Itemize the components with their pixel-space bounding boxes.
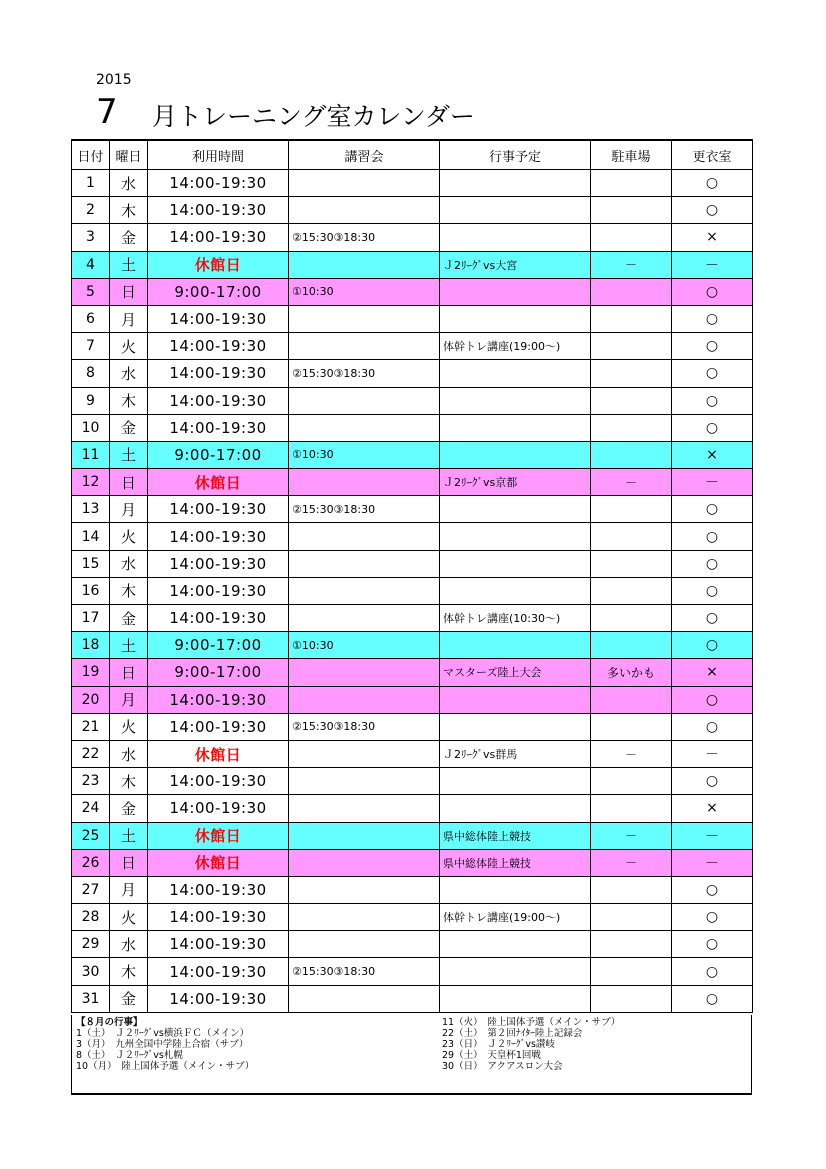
cell-weekday: 木 [110,958,148,985]
cell-lecture: ②15:30③18:30 [289,224,440,251]
cell-locker: ○ [672,496,753,523]
cell-parking [591,333,672,360]
cell-locker: ○ [672,577,753,604]
cell-event [440,224,591,251]
cell-hours: 14:00-19:30 [148,985,289,1012]
cell-parking [591,496,672,523]
cell-event [440,197,591,224]
cell-parking [591,550,672,577]
table-row [72,224,753,251]
cell-weekday: 日 [110,278,148,305]
cell-day: 12 [72,469,110,496]
cell-parking [591,768,672,795]
cell-lecture [289,469,440,496]
cell-day: 16 [72,577,110,604]
cell-lecture [289,197,440,224]
table-row [72,632,753,659]
cell-event [440,523,591,550]
cell-locker: ○ [672,768,753,795]
table-row [72,958,753,985]
cell-weekday: 土 [110,632,148,659]
cell-event [440,713,591,740]
august-event-item: 1（土） Ｊ２ﾘｰｸﾞvs横浜ＦＣ（メイン） [76,1028,250,1039]
table-row [72,251,753,278]
august-event-item: 10（月） 陸上国体予選（メイン・サブ） [76,1061,255,1072]
cell-parking: － [591,849,672,876]
cell-parking: － [591,469,672,496]
cell-parking [591,985,672,1012]
cell-lecture [289,305,440,332]
cell-weekday: 木 [110,577,148,604]
cell-parking [591,360,672,387]
cell-event [440,305,591,332]
table-row [72,441,753,468]
cell-day: 20 [72,686,110,713]
cell-parking [591,305,672,332]
cell-hours: 休館日 [148,251,289,278]
header-event: 行事予定 [440,140,591,170]
cell-parking [591,713,672,740]
table-row [72,170,753,197]
cell-day: 14 [72,523,110,550]
cell-event: マスターズ陸上大会 [440,659,591,686]
table-row [72,523,753,550]
table-row [72,822,753,849]
table-row [72,469,753,496]
cell-hours: 14:00-19:30 [148,686,289,713]
table-row [72,904,753,931]
table-row [72,197,753,224]
table-row [72,577,753,604]
cell-parking [591,197,672,224]
cell-weekday: 火 [110,523,148,550]
table-row [72,305,753,332]
cell-parking [591,441,672,468]
table-row [72,985,753,1012]
cell-day: 2 [72,197,110,224]
cell-event [440,278,591,305]
cell-event [440,931,591,958]
cell-parking [591,523,672,550]
cell-weekday: 火 [110,713,148,740]
cell-lecture [289,414,440,441]
calendar-table [71,139,753,1013]
cell-locker: ○ [672,197,753,224]
header-parking: 駐車場 [591,140,672,170]
cell-weekday: 火 [110,333,148,360]
cell-event [440,550,591,577]
cell-hours: 休館日 [148,822,289,849]
table-row [72,333,753,360]
header-row [72,140,753,170]
table-row [72,360,753,387]
cell-hours: 14:00-19:30 [148,958,289,985]
cell-hours: 休館日 [148,740,289,767]
cell-day: 11 [72,441,110,468]
cell-hours: 14:00-19:30 [148,414,289,441]
cell-hours: 9:00-17:00 [148,441,289,468]
cell-day: 26 [72,849,110,876]
cell-hours: 14:00-19:30 [148,931,289,958]
cell-parking [591,876,672,903]
cell-parking [591,170,672,197]
cell-lecture [289,904,440,931]
cell-day: 3 [72,224,110,251]
cell-weekday: 日 [110,849,148,876]
cell-lecture [289,822,440,849]
cell-event [440,414,591,441]
cell-locker: ○ [672,305,753,332]
cell-day: 8 [72,360,110,387]
table-row [72,605,753,632]
cell-locker: ○ [672,170,753,197]
cell-lecture: ②15:30③18:30 [289,496,440,523]
cell-day: 9 [72,387,110,414]
cell-day: 29 [72,931,110,958]
cell-day: 10 [72,414,110,441]
header-lecture: 講習会 [289,140,440,170]
cell-locker: ○ [672,632,753,659]
cell-day: 30 [72,958,110,985]
cell-lecture [289,876,440,903]
cell-event [440,496,591,523]
title-month: 7 [96,92,118,132]
header-hours: 利用時間 [148,140,289,170]
cell-locker: × [672,795,753,822]
year-label: 2015 [96,72,132,88]
cell-locker: ○ [672,958,753,985]
table-row [72,686,753,713]
cell-locker: － [672,469,753,496]
cell-hours: 14:00-19:30 [148,605,289,632]
cell-lecture [289,795,440,822]
cell-weekday: 水 [110,740,148,767]
cell-locker: × [672,224,753,251]
cell-event [440,577,591,604]
cell-weekday: 水 [110,170,148,197]
cell-event [440,985,591,1012]
cell-locker: ○ [672,523,753,550]
table-row [72,768,753,795]
cell-parking [591,958,672,985]
cell-event [440,441,591,468]
title-text: 月トレーニング室カレンダー [152,102,475,131]
header-locker: 更衣室 [672,140,753,170]
cell-hours: 9:00-17:00 [148,278,289,305]
cell-locker: ○ [672,360,753,387]
cell-day: 13 [72,496,110,523]
table-row [72,414,753,441]
cell-locker: × [672,441,753,468]
cell-lecture [289,605,440,632]
cell-day: 27 [72,876,110,903]
cell-hours: 14:00-19:30 [148,387,289,414]
cell-weekday: 水 [110,550,148,577]
cell-parking [591,414,672,441]
cell-locker: ○ [672,414,753,441]
cell-locker: － [672,251,753,278]
cell-lecture [289,659,440,686]
header-day: 日付 [72,140,110,170]
cell-lecture [289,387,440,414]
cell-event [440,387,591,414]
cell-weekday: 月 [110,305,148,332]
cell-weekday: 月 [110,496,148,523]
cell-parking [591,577,672,604]
cell-lecture: ②15:30③18:30 [289,958,440,985]
cell-weekday: 土 [110,822,148,849]
cell-weekday: 月 [110,876,148,903]
cell-day: 28 [72,904,110,931]
table-row [72,849,753,876]
cell-hours: 休館日 [148,469,289,496]
cell-hours: 14:00-19:30 [148,496,289,523]
cell-weekday: 金 [110,605,148,632]
table-row [72,387,753,414]
cell-locker: × [672,659,753,686]
cell-weekday: 金 [110,985,148,1012]
cell-parking: － [591,822,672,849]
cell-weekday: 日 [110,469,148,496]
cell-locker: － [672,740,753,767]
cell-locker: ○ [672,904,753,931]
cell-event: 県中総体陸上競技 [440,849,591,876]
cell-weekday: 土 [110,441,148,468]
cell-event [440,686,591,713]
cell-parking [591,686,672,713]
cell-weekday: 月 [110,686,148,713]
cell-weekday: 木 [110,387,148,414]
table-row [72,931,753,958]
august-events-heading: 【８月の行事】 [76,1017,143,1028]
cell-parking [591,632,672,659]
august-events-left [76,1017,254,1072]
cell-locker: ○ [672,278,753,305]
cell-day: 31 [72,985,110,1012]
august-event-item: 29（土） 天皇杯1回戦 [442,1050,541,1061]
cell-weekday: 水 [110,931,148,958]
cell-day: 17 [72,605,110,632]
table-row [72,795,753,822]
cell-hours: 14:00-19:30 [148,768,289,795]
cell-parking [591,605,672,632]
cell-lecture [289,740,440,767]
cell-event: 県中総体陸上競技 [440,822,591,849]
cell-day: 25 [72,822,110,849]
cell-weekday: 水 [110,360,148,387]
cell-day: 22 [72,740,110,767]
cell-event [440,795,591,822]
cell-event: Ｊ2ﾘｰｸﾞvs群馬 [440,740,591,767]
cell-hours: 14:00-19:30 [148,224,289,251]
cell-weekday: 日 [110,659,148,686]
cell-weekday: 金 [110,224,148,251]
table-row [72,550,753,577]
cell-locker: ○ [672,550,753,577]
cell-lecture [289,686,440,713]
august-event-item: 3（月） 九州全国中学陸上合宿（サブ） [76,1039,249,1050]
cell-event: 体幹トレ講座(10:30～) [440,605,591,632]
header-weekday: 曜日 [110,140,148,170]
table-row [72,876,753,903]
cell-hours: 休館日 [148,849,289,876]
cell-parking [591,387,672,414]
cell-day: 21 [72,713,110,740]
cell-lecture [289,333,440,360]
cell-locker: ○ [672,713,753,740]
table-row [72,659,753,686]
cell-hours: 14:00-19:30 [148,876,289,903]
cell-weekday: 木 [110,768,148,795]
cell-locker: ○ [672,333,753,360]
cell-event: 体幹トレ講座(19:00～) [440,333,591,360]
august-events [71,1015,752,1095]
cell-lecture [289,550,440,577]
cell-hours: 14:00-19:30 [148,333,289,360]
cell-weekday: 土 [110,251,148,278]
cell-event [440,768,591,795]
cell-hours: 14:00-19:30 [148,170,289,197]
table-row [72,740,753,767]
august-event-item: 8（土） Ｊ２ﾘｰｸﾞvs札幌 [76,1050,183,1061]
cell-day: 15 [72,550,110,577]
cell-weekday: 木 [110,197,148,224]
table-row [72,496,753,523]
cell-hours: 9:00-17:00 [148,659,289,686]
cell-locker: ○ [672,985,753,1012]
cell-locker: ○ [672,931,753,958]
cell-locker: ○ [672,605,753,632]
cell-lecture [289,985,440,1012]
cell-day: 23 [72,768,110,795]
cell-event [440,876,591,903]
cell-event [440,632,591,659]
cell-weekday: 火 [110,904,148,931]
cell-hours: 14:00-19:30 [148,904,289,931]
cell-hours: 14:00-19:30 [148,713,289,740]
cell-parking [591,224,672,251]
cell-lecture: ①10:30 [289,632,440,659]
august-event-item: 11（火） 陸上国体予選（メイン・サブ） [442,1017,621,1028]
august-event-item: 22（土） 第２回ﾅｲﾀｰ陸上記録会 [442,1028,583,1039]
cell-hours: 14:00-19:30 [148,197,289,224]
cell-lecture: ①10:30 [289,278,440,305]
cell-event: Ｊ2ﾘｰｸﾞvs京都 [440,469,591,496]
cell-day: 5 [72,278,110,305]
cell-hours: 14:00-19:30 [148,360,289,387]
cell-event [440,958,591,985]
cell-hours: 14:00-19:30 [148,795,289,822]
cell-weekday: 金 [110,414,148,441]
cell-day: 1 [72,170,110,197]
cell-event: 体幹トレ講座(19:00～) [440,904,591,931]
cell-lecture [289,577,440,604]
cell-hours: 14:00-19:30 [148,305,289,332]
cell-locker: － [672,849,753,876]
cell-locker: ○ [672,387,753,414]
august-event-item: 30（日） アクアスロン大会 [442,1061,563,1072]
cell-locker: ○ [672,876,753,903]
cell-event [440,360,591,387]
cell-weekday: 金 [110,795,148,822]
table-row [72,713,753,740]
cell-day: 18 [72,632,110,659]
august-event-item: 23（日） Ｊ２ﾘｰｸﾞvs讃岐 [442,1039,555,1050]
cell-lecture [289,768,440,795]
cell-parking [591,904,672,931]
cell-day: 7 [72,333,110,360]
cell-locker: ○ [672,686,753,713]
cell-parking [591,278,672,305]
cell-day: 4 [72,251,110,278]
cell-parking: － [591,251,672,278]
cell-parking [591,931,672,958]
cell-lecture: ②15:30③18:30 [289,360,440,387]
cell-day: 6 [72,305,110,332]
table-row [72,278,753,305]
cell-lecture [289,251,440,278]
cell-hours: 9:00-17:00 [148,632,289,659]
cell-lecture [289,849,440,876]
cell-lecture [289,170,440,197]
cell-lecture: ①10:30 [289,441,440,468]
cell-locker: － [672,822,753,849]
cell-hours: 14:00-19:30 [148,523,289,550]
cell-lecture [289,931,440,958]
cell-hours: 14:00-19:30 [148,577,289,604]
cell-parking: － [591,740,672,767]
cell-parking [591,795,672,822]
cell-day: 19 [72,659,110,686]
cell-lecture: ②15:30③18:30 [289,713,440,740]
cell-hours: 14:00-19:30 [148,550,289,577]
cell-event: Ｊ2ﾘｰｸﾞvs大宮 [440,251,591,278]
cell-event [440,170,591,197]
cell-lecture [289,523,440,550]
cell-parking: 多いかも [591,659,672,686]
calendar-body [72,170,753,1013]
cell-day: 24 [72,795,110,822]
august-events-right [442,1017,620,1072]
